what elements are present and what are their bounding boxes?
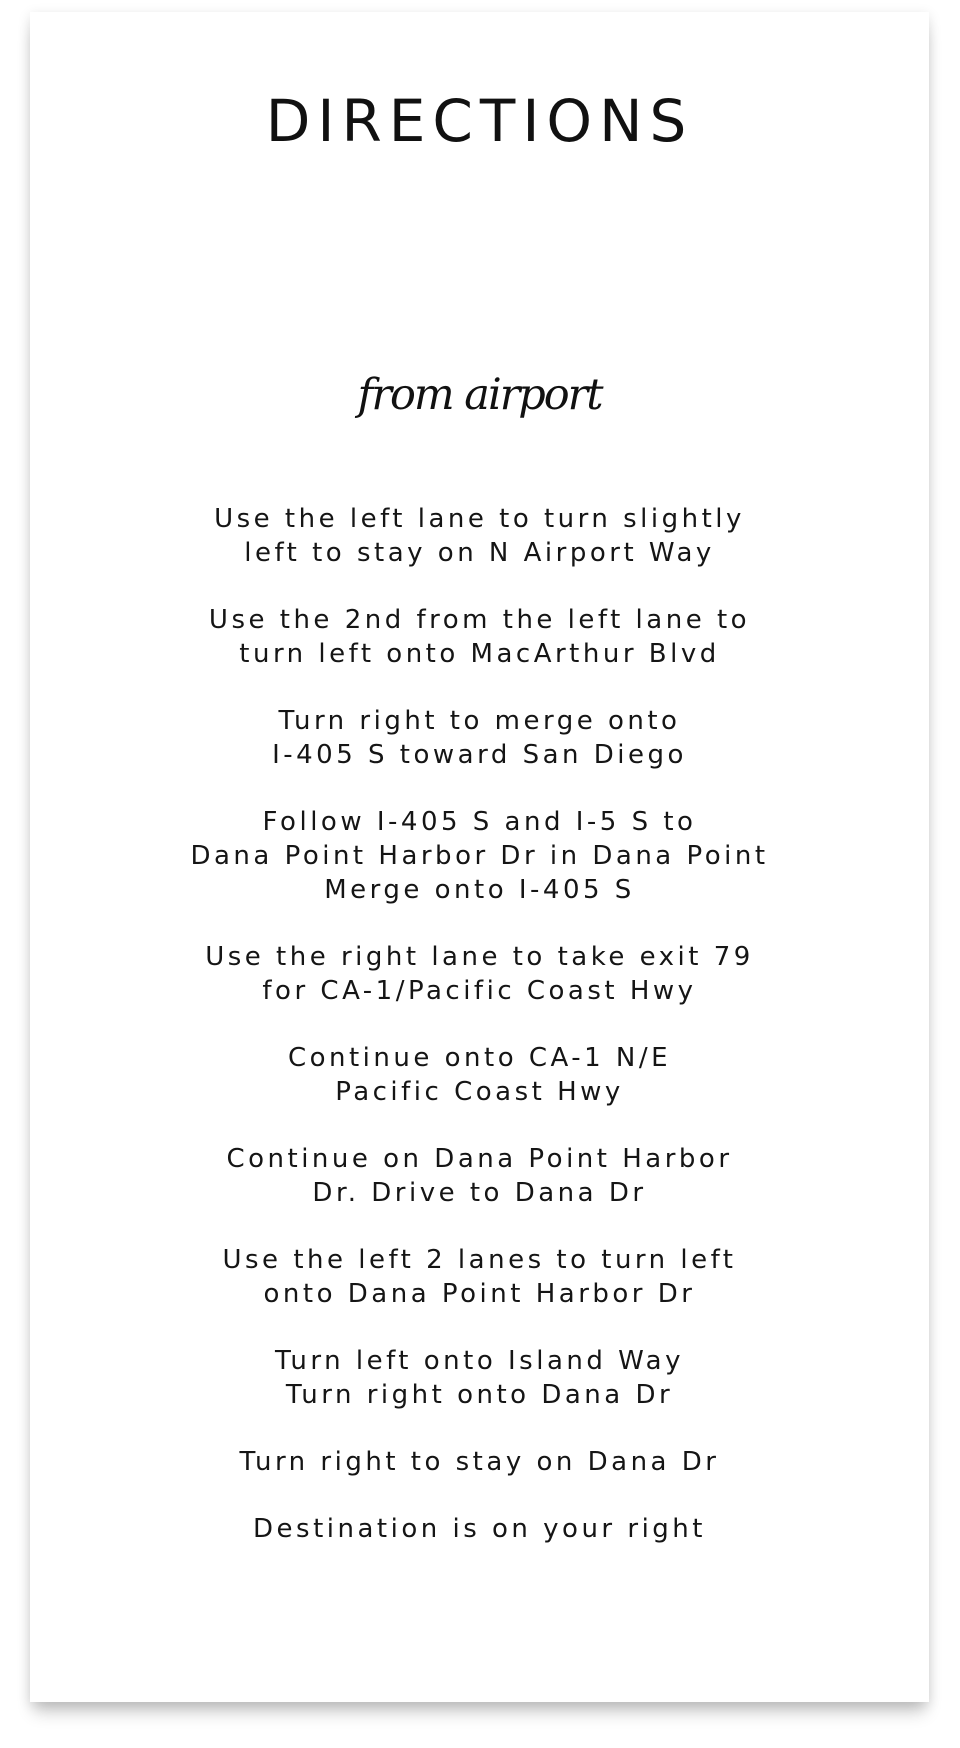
- direction-step: [30, 805, 929, 907]
- directions-card: [30, 12, 929, 1702]
- direction-line: for CA-1/Pacific Coast Hwy: [262, 976, 697, 1006]
- direction-line: Merge onto I-405 S: [324, 875, 635, 905]
- direction-line: Follow I-405 S and I-5 S to: [262, 807, 697, 837]
- direction-line: turn left onto MacArthur Blvd: [239, 639, 720, 669]
- direction-step: [30, 603, 929, 671]
- direction-step: [30, 1243, 929, 1311]
- direction-line: Turn right onto Dana Dr: [285, 1380, 674, 1410]
- direction-line: Pacific Coast Hwy: [335, 1077, 624, 1107]
- direction-line: Use the 2nd from the left lane to: [208, 605, 751, 635]
- direction-line: onto Dana Point Harbor Dr: [263, 1279, 696, 1309]
- directions-list: [30, 502, 929, 1579]
- direction-line: Use the left lane to turn slightly: [214, 504, 745, 534]
- direction-line: Destination is on your right: [253, 1514, 706, 1544]
- direction-line: Turn left onto Island Way: [275, 1346, 684, 1376]
- direction-step: [30, 1344, 929, 1412]
- direction-line: Continue on Dana Point Harbor: [226, 1144, 733, 1174]
- direction-step: [30, 940, 929, 1008]
- direction-line: Use the left 2 lanes to turn left: [222, 1245, 737, 1275]
- direction-line: Continue onto CA-1 N/E: [287, 1043, 672, 1073]
- direction-step: [30, 704, 929, 772]
- direction-line: I-405 S toward San Diego: [272, 740, 687, 770]
- direction-step: [30, 502, 929, 570]
- direction-step: [30, 1142, 929, 1210]
- direction-line: Dr. Drive to Dana Dr: [312, 1178, 647, 1208]
- section-subtitle: from airport: [357, 370, 602, 420]
- direction-line: Use the right lane to take exit 79: [205, 942, 754, 972]
- direction-line: Dana Point Harbor Dr in Dana Point: [190, 841, 769, 871]
- direction-line: Turn right to stay on Dana Dr: [239, 1447, 720, 1477]
- page-title: DIRECTIONS: [265, 87, 694, 155]
- direction-line: Turn right to merge onto: [278, 706, 681, 736]
- direction-step: [30, 1041, 929, 1109]
- direction-line: left to stay on N Airport Way: [244, 538, 715, 568]
- direction-step: [30, 1512, 929, 1546]
- direction-step: [30, 1445, 929, 1479]
